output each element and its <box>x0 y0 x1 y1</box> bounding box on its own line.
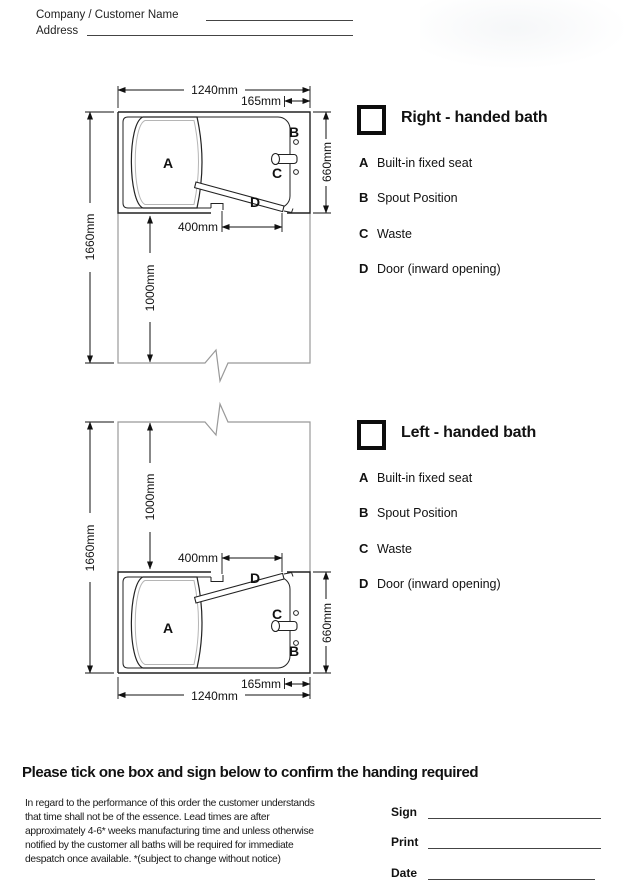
legend-label-seat: Built-in fixed seat <box>377 471 473 485</box>
label-waste-right: C <box>271 165 283 181</box>
legend-key-c: C <box>359 541 369 556</box>
company-customer-label: Company / Customer Name <box>36 9 179 21</box>
legend-key-b: B <box>359 505 369 520</box>
legend-key-d: D <box>359 576 369 591</box>
legend-key-c: C <box>359 226 369 241</box>
left-handed-legend <box>355 420 595 620</box>
print-field-line[interactable] <box>428 848 601 849</box>
left-handed-bath-labels <box>83 474 334 703</box>
right-handed-legend <box>355 105 595 305</box>
confirmation-heading: Please tick one box and sign below to confirm the handing required <box>22 764 479 781</box>
label-spout-right: B <box>288 124 300 140</box>
label-door-right: D <box>249 194 261 210</box>
sign-field-line[interactable] <box>428 818 601 819</box>
legend-item-waste <box>359 541 412 556</box>
legend-item-spout <box>359 505 458 520</box>
legend-item-door <box>359 261 501 276</box>
dim-bath-length-left: 1240mm <box>191 689 238 703</box>
date-field-line[interactable] <box>428 879 595 880</box>
legend-label-spout: Spout Position <box>377 191 458 205</box>
dim-door-opening-left: 400mm <box>177 551 218 565</box>
dim-clearance-right: 1000mm <box>143 264 157 312</box>
legend-item-seat <box>359 155 472 170</box>
date-label: Date <box>391 866 418 880</box>
legend-label-spout: Spout Position <box>377 506 458 520</box>
legend-label-waste: Waste <box>377 227 412 241</box>
label-spout-left: B <box>288 643 300 659</box>
legend-key-a: A <box>359 155 369 170</box>
legend-item-door <box>359 576 501 591</box>
dim-bath-length-right: 1240mm <box>191 83 238 97</box>
left-handed-title: Left - handed bath <box>401 424 537 441</box>
sign-label: Sign <box>391 805 417 819</box>
dim-spout-offset-left: 165mm <box>240 677 281 691</box>
legend-item-waste <box>359 226 412 241</box>
terms-text: In regard to the performance of this order the customer understands that time shall not be of the essence. Lead times are after approximately 4-6* weeks manufacturing time and unless otherwise notified by the customer all baths will be required for immediate despatch once available. *(subject to change without notice) <box>25 798 315 865</box>
dim-clearance-left: 1000mm <box>143 473 157 521</box>
label-waste-left: C <box>271 606 283 622</box>
address-label: Address <box>36 25 79 37</box>
print-label: Print <box>391 835 419 849</box>
legend-item-spout <box>359 190 458 205</box>
legend-label-waste: Waste <box>377 542 412 556</box>
dim-door-opening-right: 400mm <box>177 220 218 234</box>
legend-label-door: Door (inward opening) <box>377 262 501 276</box>
dim-total-length-right: 1660mm <box>83 213 97 261</box>
dim-bath-width-left: 660mm <box>320 602 334 644</box>
label-seat-left: A <box>162 620 174 636</box>
legend-label-seat: Built-in fixed seat <box>377 156 473 170</box>
right-handed-tickbox[interactable] <box>357 105 386 135</box>
legend-label-door: Door (inward opening) <box>377 577 501 591</box>
legend-key-b: B <box>359 190 369 205</box>
label-seat-right: A <box>162 155 174 171</box>
legend-key-d: D <box>359 261 369 276</box>
dim-total-length-left: 1660mm <box>83 524 97 572</box>
right-handed-title: Right - handed bath <box>401 109 548 126</box>
left-handed-tickbox[interactable] <box>357 420 386 450</box>
legend-item-seat <box>359 470 472 485</box>
dim-spout-offset-right: 165mm <box>240 94 281 108</box>
legend-key-a: A <box>359 470 369 485</box>
dim-bath-width-right: 660mm <box>320 141 334 183</box>
label-door-left: D <box>249 570 261 586</box>
